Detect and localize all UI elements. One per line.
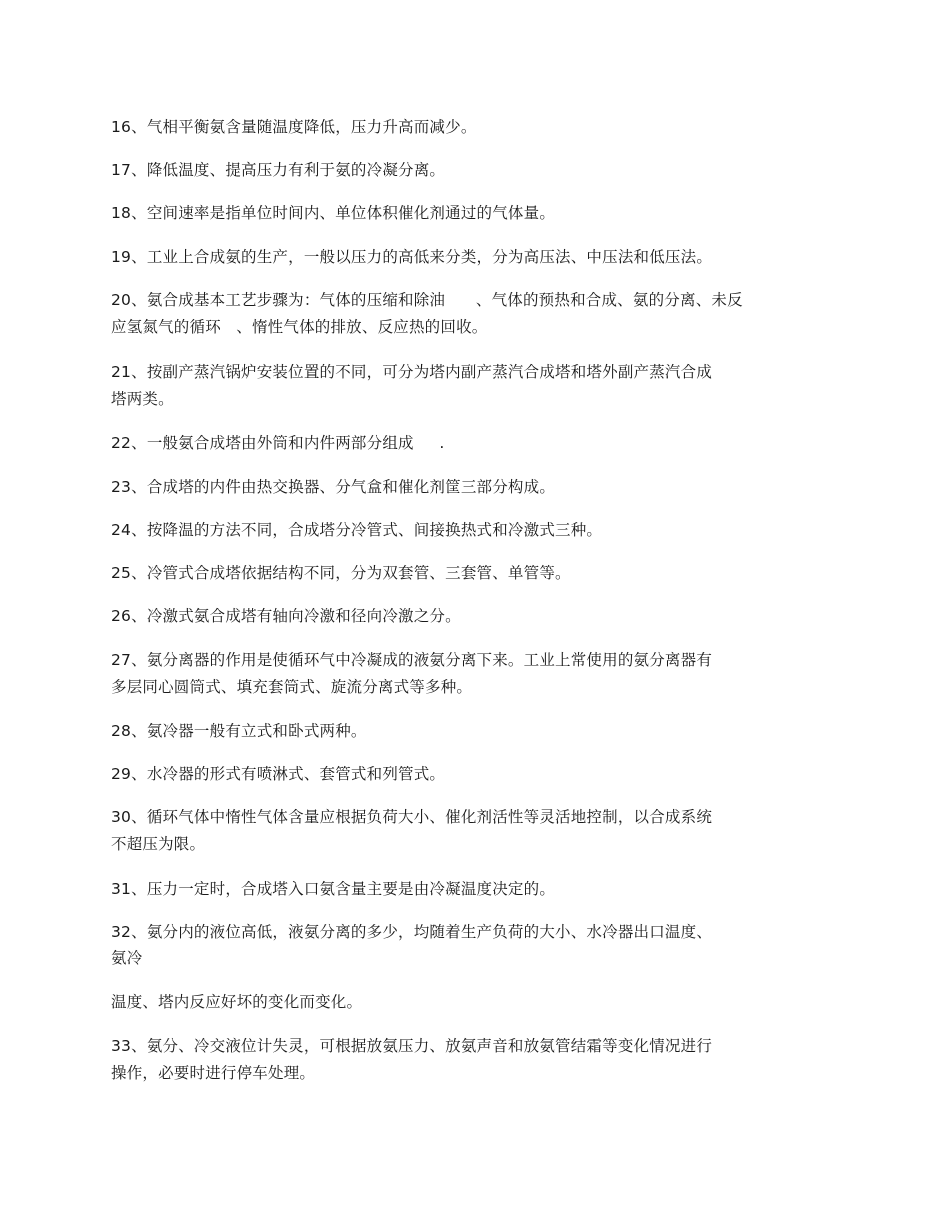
item-29: 29、水冷器的形式有喷淋式、套管式和列管式。 [111, 765, 446, 783]
item-32-line-3: 温度、塔内反应好坏的变化而变化。 [111, 993, 363, 1011]
item-24: 24、按降温的方法不同，合成塔分冷管式、间接换热式和冷激式三种。 [111, 521, 603, 539]
item-21-line-1: 21、按副产蒸汽锅炉安装位置的不同，可分为塔内副产蒸汽合成塔和塔外副产蒸汽合成 [111, 363, 713, 381]
item-20-line-2: 应氢氮气的循环 、惰性气体的排放、反应热的回收。 [111, 318, 488, 336]
item-27-line-1: 27、氨分离器的作用是使循环气中冷凝成的液氨分离下来。工业上常使用的氨分离器有 [111, 651, 713, 669]
item-33-line-1: 33、氨分、冷交液位计失灵，可根据放氨压力、放氨声音和放氨管结霜等变化情况进行 [111, 1037, 713, 1055]
item-30-line-2: 不超压为限。 [111, 835, 206, 853]
item-27-line-2: 多层同心圆筒式、填充套筒式、旋流分离式等多种。 [111, 678, 473, 696]
item-25: 25、冷管式合成塔依据结构不同，分为双套管、三套管、单管等。 [111, 564, 571, 582]
item-32-line-2: 氨冷 [111, 949, 143, 967]
item-21-line-2: 塔两类。 [111, 390, 174, 408]
item-31: 31、压力一定时，合成塔入口氨含量主要是由冷凝温度决定的。 [111, 880, 556, 898]
item-17: 17、降低温度、提高压力有利于氨的冷凝分离。 [111, 161, 446, 179]
item-30-line-1: 30、循环气体中惰性气体含量应根据负荷大小、催化剂活性等灵活地控制，以合成系统 [111, 808, 713, 826]
item-28: 28、氨冷器一般有立式和卧式两种。 [111, 722, 367, 740]
item-18: 18、空间速率是指单位时间内、单位体积催化剂通过的气体量。 [111, 204, 556, 222]
item-19: 19、工业上合成氨的生产，一般以压力的高低来分类，分为高压法、中压法和低压法。 [111, 248, 713, 266]
item-23: 23、合成塔的内件由热交换器、分气盒和催化剂筐三部分构成。 [111, 478, 556, 496]
item-32-line-1: 32、氨分内的液位高低，液氨分离的多少，均随着生产负荷的大小、水冷器出口温度、 [111, 923, 713, 941]
item-20-line-1: 20、氨合成基本工艺步骤为：气体的压缩和除油 、气体的预热和合成、氨的分离、未反 [111, 291, 743, 309]
item-26: 26、冷激式氨合成塔有轴向冷激和径向冷激之分。 [111, 607, 461, 625]
item-33-line-2: 操作，必要时进行停车处理。 [111, 1064, 316, 1082]
item-22: 22、一般氨合成塔由外筒和内件两部分组成 . [111, 434, 445, 452]
item-16: 16、气相平衡氨含量随温度降低，压力升高而减少。 [111, 118, 477, 136]
